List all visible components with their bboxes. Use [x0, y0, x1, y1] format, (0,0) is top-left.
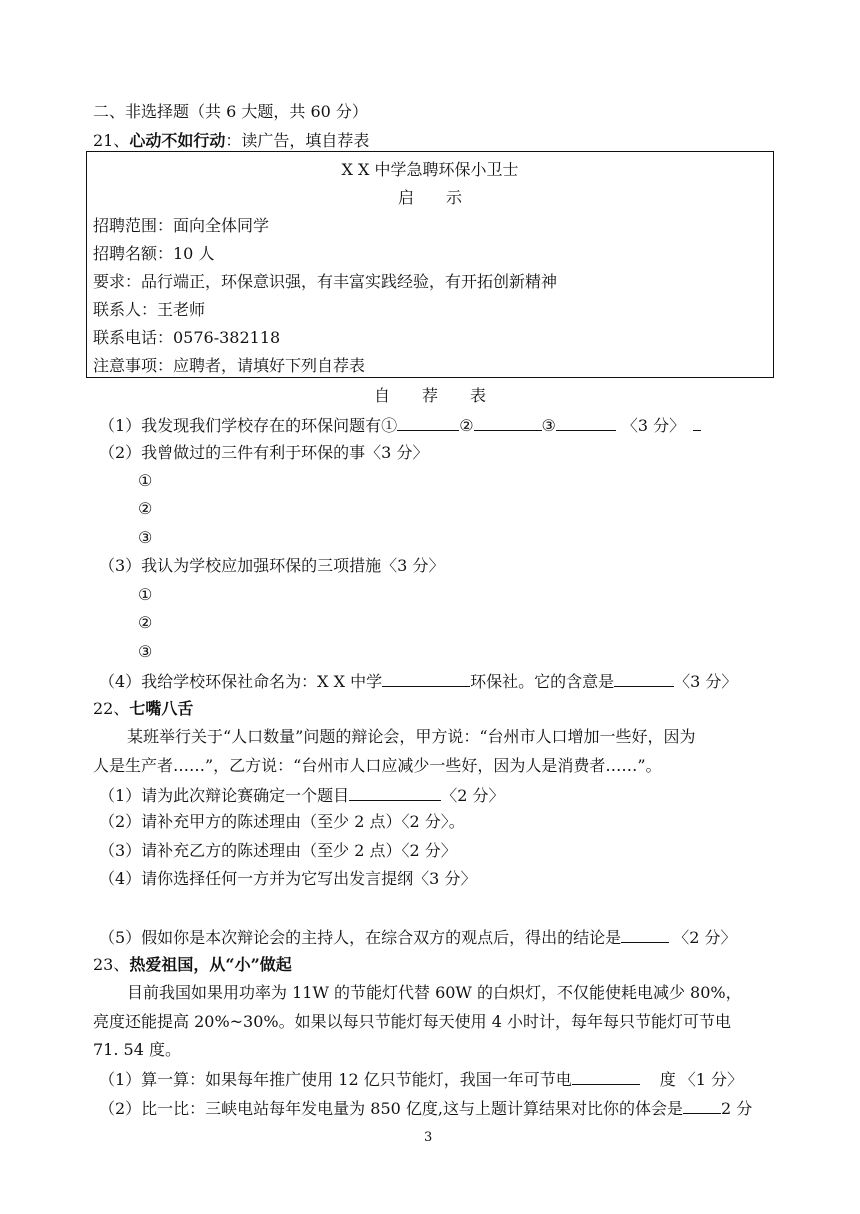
q22-title: 七嘴八舌: [129, 699, 194, 718]
q22-item-5-score: 〈2 分〉: [673, 928, 737, 947]
ad-line-quota: 招聘名额：10 人: [93, 244, 215, 263]
q23-item-1-score: 〈1 分〉: [679, 1070, 744, 1089]
ad-line-phone: 联系电话：0576-382118: [93, 328, 281, 347]
ad-line-contact: 联系人：王老师: [93, 300, 206, 319]
q21-item-4: [99, 670, 737, 692]
ad-title: X X 中学急聘环保小卫士: [341, 160, 519, 179]
q23-item-2-score: 2 分: [720, 1099, 753, 1118]
q23-item-1-text: （1）算一算：如果每年推广使用 12 亿只节能灯，我国一年可节电: [99, 1070, 572, 1089]
ad-line-scope: 招聘范围：面向全体同学: [93, 216, 270, 235]
q22-item-5-text: （5）假如你是本次辩论会的主持人，在综合双方的观点后，得出的结论是: [99, 928, 622, 947]
blank-field[interactable]: [349, 784, 441, 801]
page-number: 3: [424, 1130, 433, 1145]
answer-marker-2: ②: [138, 499, 153, 518]
blank-field[interactable]: [683, 1097, 721, 1114]
ad-line-notes: 注意事项：应聘者，请填好下列自荐表: [93, 356, 366, 375]
q22-item-2: （2）请补充甲方的陈述理由（至少 2 点）〈2 分〉。: [99, 812, 465, 831]
q23-heading: [93, 955, 292, 975]
q21-item-1-text: （1）我发现我们学校存在的环保问题有①: [99, 416, 398, 435]
q22-item-3: （3）请补充乙方的陈述理由（至少 2 点）〈2 分〉: [99, 841, 457, 860]
q22-item-4: （4）请你选择任何一方并为它写出发言提纲〈3 分〉: [99, 869, 477, 888]
form-title: 自 荐 表: [373, 386, 486, 405]
q23-paragraph-line-3: 71. 54 度。: [93, 1040, 181, 1059]
blank-field[interactable]: [693, 414, 701, 431]
q21-item-3: （3）我认为学校应加强环保的三项措施〈3 分〉: [99, 556, 445, 575]
q23-item-2-text: （2）比一比：三峡电站每年发电量为 850 亿度,这与上题计算结果对比你的体会是: [99, 1099, 683, 1118]
q23-number: 23、: [93, 955, 130, 974]
q22-item-5: [99, 926, 736, 948]
blank-field[interactable]: [474, 414, 542, 431]
marker-3: ③: [541, 416, 556, 435]
q21-item-4-mid: 环保社。它的含意是: [470, 672, 615, 691]
q23-title: 热爱祖国，从“小”做起: [129, 955, 292, 974]
answer-marker-3: ③: [138, 528, 153, 547]
q22-item-1-score: 〈2 分〉: [441, 786, 505, 805]
q23-item-1: [99, 1068, 743, 1090]
q21-item-4-text: （4）我给学校环保社命名为：X X 中学: [99, 672, 383, 691]
q21-item-1: [99, 414, 701, 436]
blank-field[interactable]: [556, 414, 616, 431]
answer-marker-2: ②: [138, 613, 153, 632]
blank-field[interactable]: [572, 1068, 640, 1085]
q21-item-1-score: 〈3 分〉: [621, 416, 686, 435]
q22-heading: [93, 699, 193, 719]
q22-item-1-text: （1）请为此次辩论赛确定一个题目: [99, 786, 350, 805]
q23-paragraph-line-1: 目前我国如果用功率为 11W 的节能灯代替 60W 的白炽灯，不仅能使耗电减少 80%，: [127, 983, 742, 1002]
q21-number: 21、: [93, 131, 130, 150]
answer-marker-1: ①: [138, 471, 153, 490]
q23-item-1-unit: 度: [659, 1070, 676, 1089]
q23-item-2: [99, 1097, 752, 1119]
q22-item-1: [99, 784, 504, 806]
q23-paragraph-line-2: 亮度还能提高 20%~30%。如果以每只节能灯每天使用 4 小时计，每年每只节能灯可节电: [93, 1012, 731, 1031]
blank-field[interactable]: [621, 926, 669, 943]
q21-heading: [93, 131, 369, 151]
blank-field[interactable]: [382, 670, 470, 687]
q21-instruction: ：读广告，填自荐表: [225, 131, 370, 150]
marker-2: ②: [459, 416, 474, 435]
answer-marker-1: ①: [138, 585, 153, 604]
ad-subtitle: 启 示: [397, 188, 462, 207]
q21-item-2: （2）我曾做过的三件有利于环保的事〈3 分〉: [99, 443, 429, 462]
answer-marker-3: ③: [138, 642, 153, 661]
q21-title: 心动不如行动: [129, 131, 226, 150]
blank-field[interactable]: [614, 670, 674, 687]
q22-paragraph-line-2: 人是生产者……”，乙方说：“台州市人口应减少一些好，因为人是消费者……”。: [93, 756, 662, 775]
q22-number: 22、: [93, 699, 130, 718]
q22-paragraph-line-1: 某班举行关于“人口数量”问题的辩论会，甲方说：“台州市人口增加一些好，因为: [127, 727, 696, 746]
ad-line-requirements: 要求：品行端正，环保意识强，有丰富实践经验，有开拓创新精神: [93, 272, 558, 291]
q21-item-4-score: 〈3 分〉: [674, 672, 738, 691]
blank-field[interactable]: [397, 414, 459, 431]
section-heading: 二、非选择题（共 6 大题，共 60 分）: [93, 102, 368, 121]
